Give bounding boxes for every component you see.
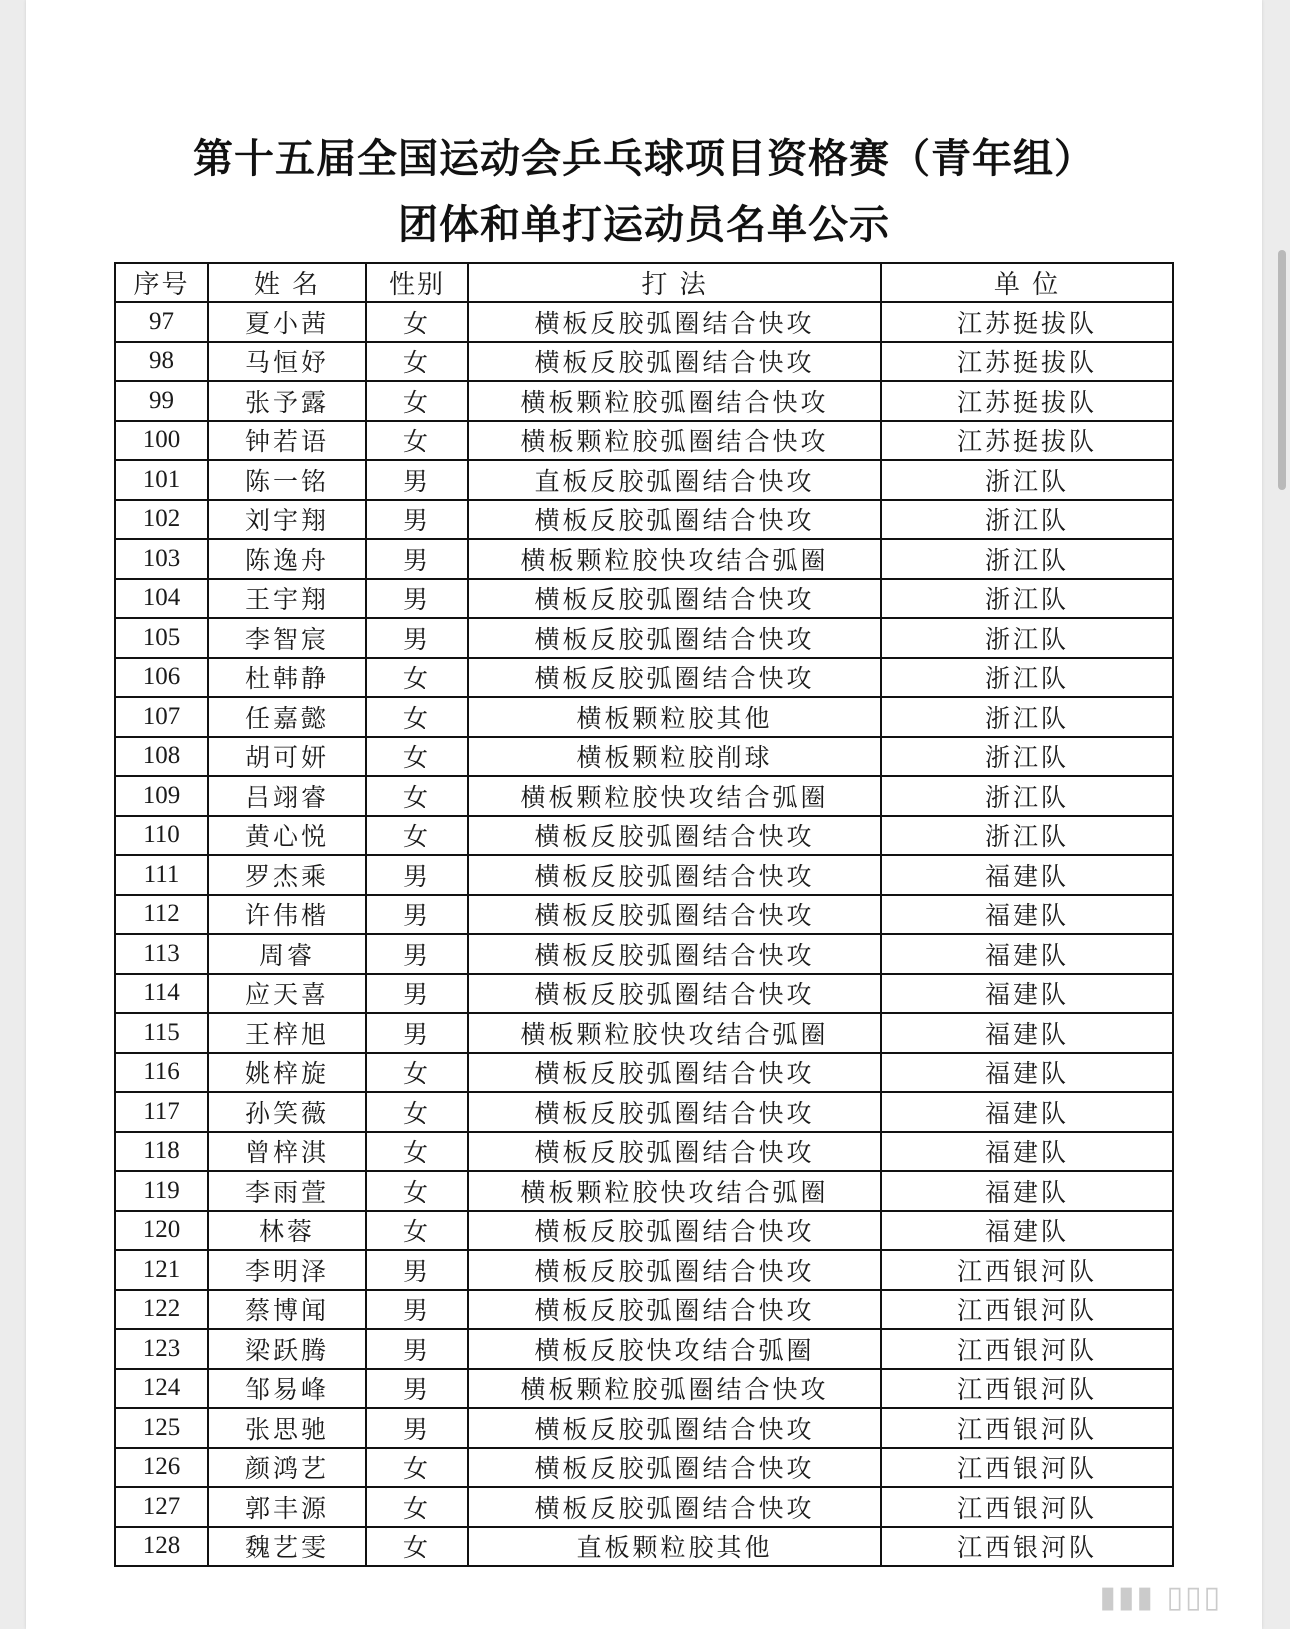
cell-play-style: 横板反胶弧圈结合快攻 (468, 1092, 881, 1132)
cell-name: 李智宸 (208, 618, 366, 658)
table-row (115, 381, 1173, 421)
cell-serial: 108 (115, 737, 208, 777)
cell-name: 李雨萱 (208, 1171, 366, 1211)
cell-name: 李明泽 (208, 1250, 366, 1290)
table-row (115, 697, 1173, 737)
cell-team: 江西银河队 (881, 1487, 1173, 1527)
cell-name: 钟若语 (208, 421, 366, 461)
cell-serial: 102 (115, 500, 208, 540)
cell-play-style: 横板反胶弧圈结合快攻 (468, 342, 881, 382)
cell-team: 江西银河队 (881, 1250, 1173, 1290)
cell-gender: 女 (366, 658, 468, 698)
cell-serial: 119 (115, 1171, 208, 1211)
cell-name: 陈逸舟 (208, 539, 366, 579)
cell-team: 江苏挺拔队 (881, 381, 1173, 421)
table-row (115, 1171, 1173, 1211)
cell-name: 郭丰源 (208, 1487, 366, 1527)
cell-serial: 106 (115, 658, 208, 698)
document-page (26, 0, 1262, 1629)
cell-team: 福建队 (881, 1132, 1173, 1172)
table-row (115, 855, 1173, 895)
cell-serial: 97 (115, 302, 208, 342)
header-play-style: 打 法 (468, 263, 881, 302)
cell-serial: 101 (115, 460, 208, 500)
cell-team: 江西银河队 (881, 1448, 1173, 1488)
cell-team: 江西银河队 (881, 1527, 1173, 1567)
cell-name: 孙笑薇 (208, 1092, 366, 1132)
cell-serial: 111 (115, 855, 208, 895)
cell-team: 福建队 (881, 1211, 1173, 1251)
cell-name: 邹易峰 (208, 1369, 366, 1409)
cell-gender: 男 (366, 1250, 468, 1290)
cell-play-style: 横板反胶弧圈结合快攻 (468, 1487, 881, 1527)
table-row (115, 1250, 1173, 1290)
cell-play-style: 横板反胶弧圈结合快攻 (468, 1290, 881, 1330)
cell-team: 福建队 (881, 974, 1173, 1014)
cell-gender: 男 (366, 1329, 468, 1369)
cell-team: 江西银河队 (881, 1290, 1173, 1330)
cell-gender: 男 (366, 460, 468, 500)
cell-play-style: 横板颗粒胶其他 (468, 697, 881, 737)
cell-gender: 女 (366, 697, 468, 737)
cell-gender: 男 (366, 1290, 468, 1330)
cell-team: 浙江队 (881, 460, 1173, 500)
cell-serial: 116 (115, 1053, 208, 1093)
cell-play-style: 横板反胶弧圈结合快攻 (468, 816, 881, 856)
cell-serial: 107 (115, 697, 208, 737)
cell-play-style: 横板反胶弧圈结合快攻 (468, 1448, 881, 1488)
cell-serial: 98 (115, 342, 208, 382)
cell-serial: 109 (115, 776, 208, 816)
cell-gender: 男 (366, 618, 468, 658)
table-row (115, 1132, 1173, 1172)
cell-gender: 女 (366, 1211, 468, 1251)
cell-play-style: 横板反胶弧圈结合快攻 (468, 658, 881, 698)
table-row (115, 1092, 1173, 1132)
cell-play-style: 直板颗粒胶其他 (468, 1527, 881, 1567)
table-header-row (115, 263, 1173, 302)
cell-name: 胡可妍 (208, 737, 366, 777)
table-row (115, 658, 1173, 698)
cell-play-style: 横板反胶快攻结合弧圈 (468, 1329, 881, 1369)
cell-team: 福建队 (881, 1092, 1173, 1132)
vertical-scrollbar[interactable] (1278, 250, 1286, 490)
cell-name: 蔡博闻 (208, 1290, 366, 1330)
cell-name: 颜鸿艺 (208, 1448, 366, 1488)
cell-play-style: 横板反胶弧圈结合快攻 (468, 500, 881, 540)
cell-play-style: 直板反胶弧圈结合快攻 (468, 460, 881, 500)
cell-gender: 女 (366, 816, 468, 856)
cell-gender: 女 (366, 1092, 468, 1132)
table-row (115, 934, 1173, 974)
cell-play-style: 横板反胶弧圈结合快攻 (468, 302, 881, 342)
table-row (115, 895, 1173, 935)
cell-play-style: 横板颗粒胶削球 (468, 737, 881, 777)
cell-team: 江西银河队 (881, 1369, 1173, 1409)
cell-name: 马恒妤 (208, 342, 366, 382)
cell-team: 浙江队 (881, 539, 1173, 579)
cell-gender: 男 (366, 855, 468, 895)
table-row (115, 1448, 1173, 1488)
cell-gender: 男 (366, 579, 468, 619)
table-row (115, 1290, 1173, 1330)
cell-play-style: 横板反胶弧圈结合快攻 (468, 974, 881, 1014)
cell-gender: 女 (366, 1171, 468, 1211)
cell-play-style: 横板反胶弧圈结合快攻 (468, 1211, 881, 1251)
cell-play-style: 横板反胶弧圈结合快攻 (468, 1250, 881, 1290)
cell-serial: 103 (115, 539, 208, 579)
cell-serial: 115 (115, 1013, 208, 1053)
cell-play-style: 横板颗粒胶弧圈结合快攻 (468, 1369, 881, 1409)
cell-serial: 100 (115, 421, 208, 461)
cell-play-style: 横板颗粒胶弧圈结合快攻 (468, 421, 881, 461)
table-row (115, 1329, 1173, 1369)
header-gender: 性别 (366, 263, 468, 302)
table-row (115, 816, 1173, 856)
cell-gender: 女 (366, 776, 468, 816)
table-row (115, 421, 1173, 461)
cell-team: 福建队 (881, 934, 1173, 974)
cell-team: 福建队 (881, 1053, 1173, 1093)
cell-name: 罗杰乘 (208, 855, 366, 895)
cell-name: 曾梓淇 (208, 1132, 366, 1172)
table-body (115, 302, 1173, 1566)
cell-team: 浙江队 (881, 776, 1173, 816)
cell-play-style: 横板反胶弧圈结合快攻 (468, 855, 881, 895)
athlete-roster-table (114, 262, 1174, 1567)
cell-gender: 女 (366, 1132, 468, 1172)
cell-serial: 118 (115, 1132, 208, 1172)
cell-team: 浙江队 (881, 579, 1173, 619)
cell-team: 福建队 (881, 1171, 1173, 1211)
cell-gender: 女 (366, 1053, 468, 1093)
cell-serial: 99 (115, 381, 208, 421)
cell-name: 吕翊睿 (208, 776, 366, 816)
cell-serial: 104 (115, 579, 208, 619)
cell-team: 福建队 (881, 855, 1173, 895)
table-row (115, 342, 1173, 382)
cell-name: 张思驰 (208, 1408, 366, 1448)
cell-team: 江苏挺拔队 (881, 302, 1173, 342)
cell-name: 张予露 (208, 381, 366, 421)
cell-gender: 女 (366, 381, 468, 421)
cell-team: 浙江队 (881, 816, 1173, 856)
header-name: 姓 名 (208, 263, 366, 302)
cell-gender: 男 (366, 539, 468, 579)
cell-name: 许伟楷 (208, 895, 366, 935)
table-row (115, 737, 1173, 777)
cell-gender: 男 (366, 1013, 468, 1053)
cell-team: 福建队 (881, 1013, 1173, 1053)
cell-team: 江西银河队 (881, 1329, 1173, 1369)
cell-play-style: 横板反胶弧圈结合快攻 (468, 1053, 881, 1093)
cell-name: 林蓉 (208, 1211, 366, 1251)
cell-gender: 男 (366, 895, 468, 935)
cell-team: 浙江队 (881, 658, 1173, 698)
cell-serial: 110 (115, 816, 208, 856)
cell-serial: 113 (115, 934, 208, 974)
cell-serial: 120 (115, 1211, 208, 1251)
cell-name: 夏小茜 (208, 302, 366, 342)
cell-play-style: 横板颗粒胶快攻结合弧圈 (468, 1013, 881, 1053)
table-row (115, 1013, 1173, 1053)
cell-gender: 男 (366, 1408, 468, 1448)
cell-name: 姚梓旋 (208, 1053, 366, 1093)
cell-gender: 男 (366, 974, 468, 1014)
title-line-1: 第十五届全国运动会乒乓球项目资格赛（青年组） (193, 136, 1095, 182)
table-row (115, 776, 1173, 816)
cell-gender: 男 (366, 1369, 468, 1409)
cell-gender: 女 (366, 342, 468, 382)
cell-serial: 122 (115, 1290, 208, 1330)
cell-serial: 125 (115, 1408, 208, 1448)
cell-play-style: 横板颗粒胶快攻结合弧圈 (468, 776, 881, 816)
cell-name: 刘宇翔 (208, 500, 366, 540)
table-row (115, 1369, 1173, 1409)
cell-name: 周睿 (208, 934, 366, 974)
cell-name: 陈一铭 (208, 460, 366, 500)
cell-play-style: 横板反胶弧圈结合快攻 (468, 579, 881, 619)
table-row (115, 302, 1173, 342)
cell-serial: 105 (115, 618, 208, 658)
table-row (115, 974, 1173, 1014)
cell-name: 杜韩静 (208, 658, 366, 698)
cell-serial: 114 (115, 974, 208, 1014)
cell-play-style: 横板颗粒胶快攻结合弧圈 (468, 1171, 881, 1211)
cell-team: 浙江队 (881, 697, 1173, 737)
cell-team: 江西银河队 (881, 1408, 1173, 1448)
cell-team: 江苏挺拔队 (881, 421, 1173, 461)
cell-gender: 男 (366, 934, 468, 974)
cell-serial: 127 (115, 1487, 208, 1527)
cell-play-style: 横板颗粒胶快攻结合弧圈 (468, 539, 881, 579)
cell-play-style: 横板反胶弧圈结合快攻 (468, 1408, 881, 1448)
header-team: 单 位 (881, 263, 1173, 302)
cell-play-style: 横板反胶弧圈结合快攻 (468, 618, 881, 658)
cell-team: 浙江队 (881, 737, 1173, 777)
document-title (26, 126, 1262, 258)
table-row (115, 460, 1173, 500)
table-row (115, 1408, 1173, 1448)
cell-play-style: 横板反胶弧圈结合快攻 (468, 895, 881, 935)
cell-serial: 121 (115, 1250, 208, 1290)
table-row (115, 1487, 1173, 1527)
watermark-logo: ▮▮▮ ▯▯▯ (1099, 1580, 1222, 1615)
title-line-2: 团体和单打运动员名单公示 (398, 202, 890, 248)
cell-gender: 女 (366, 421, 468, 461)
cell-name: 黄心悦 (208, 816, 366, 856)
cell-team: 福建队 (881, 895, 1173, 935)
cell-gender: 男 (366, 500, 468, 540)
table-row (115, 579, 1173, 619)
cell-gender: 女 (366, 1448, 468, 1488)
table-row (115, 500, 1173, 540)
header-serial: 序号 (115, 263, 208, 302)
cell-serial: 112 (115, 895, 208, 935)
cell-gender: 女 (366, 737, 468, 777)
cell-serial: 126 (115, 1448, 208, 1488)
cell-gender: 女 (366, 302, 468, 342)
cell-name: 王梓旭 (208, 1013, 366, 1053)
cell-play-style: 横板反胶弧圈结合快攻 (468, 934, 881, 974)
cell-serial: 124 (115, 1369, 208, 1409)
table-row (115, 1527, 1173, 1567)
cell-serial: 117 (115, 1092, 208, 1132)
cell-name: 王宇翔 (208, 579, 366, 619)
cell-gender: 女 (366, 1487, 468, 1527)
cell-team: 浙江队 (881, 500, 1173, 540)
cell-name: 梁跃腾 (208, 1329, 366, 1369)
cell-gender: 女 (366, 1527, 468, 1567)
table-row (115, 618, 1173, 658)
table-row (115, 1211, 1173, 1251)
cell-team: 浙江队 (881, 618, 1173, 658)
table-row (115, 539, 1173, 579)
cell-play-style: 横板颗粒胶弧圈结合快攻 (468, 381, 881, 421)
cell-name: 魏艺雯 (208, 1527, 366, 1567)
cell-name: 任嘉懿 (208, 697, 366, 737)
cell-name: 应天喜 (208, 974, 366, 1014)
cell-team: 江苏挺拔队 (881, 342, 1173, 382)
cell-serial: 128 (115, 1527, 208, 1567)
table-row (115, 1053, 1173, 1093)
cell-play-style: 横板反胶弧圈结合快攻 (468, 1132, 881, 1172)
cell-serial: 123 (115, 1329, 208, 1369)
